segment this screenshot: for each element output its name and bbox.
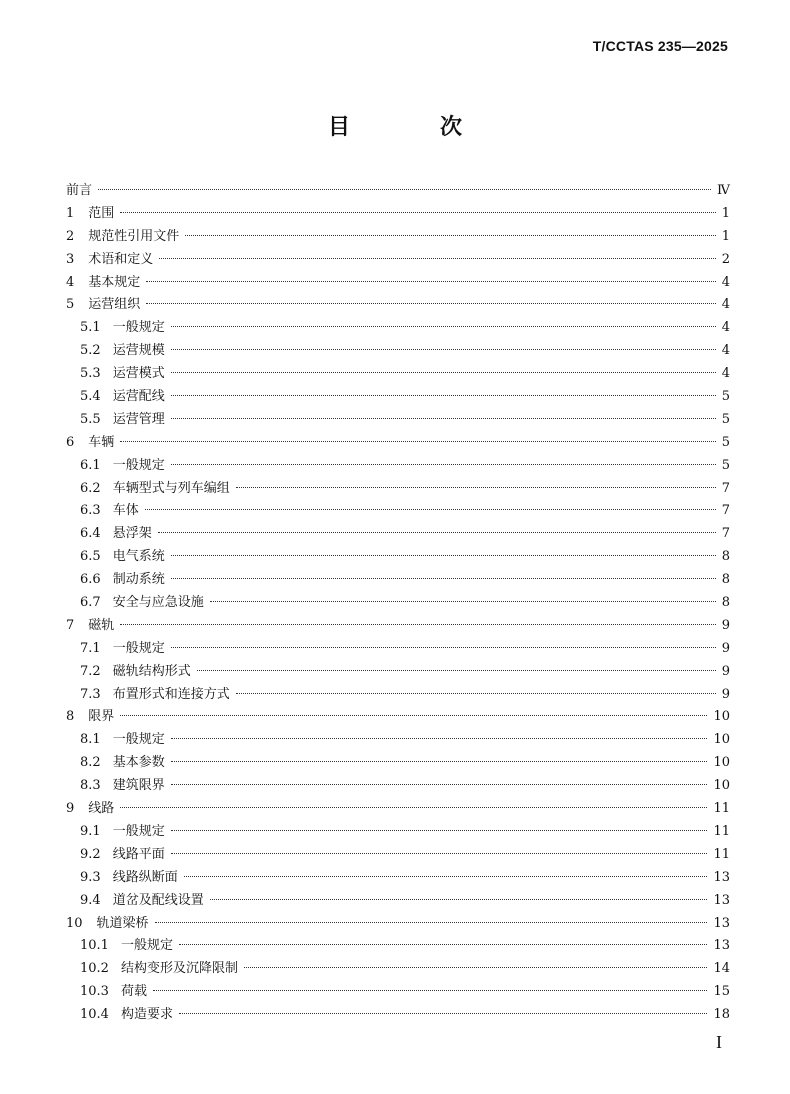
toc-entry-page: 13 [713,938,730,954]
toc-entry-title: 术语和定义 [88,251,154,267]
toc-entry-page: 15 [713,984,730,1000]
toc-entry[interactable] [66,363,730,386]
toc-entry-page: 4 [721,297,730,313]
toc-entry-title: 构造要求 [120,1007,173,1023]
toc-entry-number: 5.2 [80,343,101,359]
toc-entry-page: 11 [713,801,730,817]
toc-entry-title: 一般规定 [112,457,165,473]
toc-leader-dots [185,235,715,236]
toc-entry[interactable] [66,546,730,569]
toc-entry-number: 9.4 [80,892,101,908]
toc-entry[interactable] [66,409,730,432]
toc-entry-title: 车辆型式与列车编组 [112,480,230,496]
toc-entry-page: 8 [721,595,730,611]
toc-entry-title: 车体 [112,503,139,519]
toc-entry-page: 9 [721,686,730,702]
toc-entry-title: 车辆 [88,434,115,450]
toc-entry[interactable] [66,775,730,798]
toc-leader-dots [171,578,716,579]
toc-leader-dots [120,624,715,625]
toc-leader-dots [236,487,716,488]
toc-entry-page: 7 [721,526,730,542]
toc-leader-dots [120,441,715,442]
toc-entry-number: 1 [66,205,75,221]
toc-entry[interactable] [66,844,730,867]
toc-entry-title: 运营配线 [112,389,165,405]
toc-leader-dots [146,303,715,304]
page-number: I [716,1032,722,1052]
toc-entry-page: 9 [721,617,730,633]
toc-leader-dots [120,715,707,716]
toc-entry-page: 13 [713,869,730,885]
document-code: T/CCTAS 235—2025 [592,38,728,54]
toc-entry-number: 9 [66,801,75,817]
toc-entry-title: 运营管理 [112,411,165,427]
toc-leader-dots [171,555,716,556]
toc-entry-title: 电气系统 [112,549,165,565]
toc-entry-number: 10.2 [80,961,109,977]
toc-entry-title: 一般规定 [112,640,165,656]
toc-entry-number: 7.3 [80,686,101,702]
toc-entry-title: 线路 [88,801,115,817]
toc-entry-page: 18 [713,1007,730,1023]
toc-leader-dots [120,807,707,808]
toc-leader-dots [244,967,707,968]
toc-entry[interactable] [66,867,730,890]
toc-entry-title: 基本规定 [88,274,141,290]
toc-leader-dots [171,326,716,327]
toc-entry-title: 运营模式 [112,366,165,382]
toc-entry-title: 磁轨 [88,617,115,633]
toc-leader-dots [171,761,708,762]
toc-entry-page: 9 [721,640,730,656]
toc-leader-dots [145,509,716,510]
toc-entry-title: 限界 [88,709,115,725]
toc-entry[interactable] [66,615,730,638]
toc-leader-dots [210,601,716,602]
toc-entry[interactable] [66,706,730,729]
toc-entry-page: 10 [713,778,730,794]
toc-entry-title: 线路平面 [112,846,165,862]
toc-leader-dots [146,281,715,282]
toc-entry-title: 前言 [66,183,93,198]
toc-entry-title: 制动系统 [112,572,165,588]
toc-leader-dots [120,212,715,213]
toc-entry-number: 9.3 [80,869,101,885]
toc-entry-title: 悬浮架 [112,526,152,542]
toc-leader-dots [197,670,716,671]
toc-entry[interactable] [66,500,730,523]
toc-leader-dots [153,990,707,991]
toc-title: 目 次 [327,114,496,140]
toc-entry-page: 10 [713,755,730,771]
toc-entry-number: 8.3 [80,778,101,794]
toc-entry-number: 7 [66,617,75,633]
toc-entry-title: 基本参数 [112,755,165,771]
toc-entry-page: 4 [721,343,730,359]
toc-entry-title: 一般规定 [112,732,165,748]
toc-leader-dots [179,944,707,945]
toc-entry-number: 9.2 [80,846,101,862]
toc-entry-number: 6.5 [80,549,101,565]
toc-entry-number: 5.1 [80,320,101,336]
toc-entry-page: 13 [713,915,730,931]
toc-entry[interactable] [66,180,730,203]
toc-entry-title: 一般规定 [120,938,173,954]
toc-entry-number: 5.4 [80,389,101,405]
toc-entry-number: 5.5 [80,411,101,427]
toc-leader-dots [184,876,708,877]
toc-leader-dots [171,418,716,419]
toc-entry-page: 4 [721,274,730,290]
toc-entry-title: 荷载 [120,984,147,1000]
toc-entry-number: 8.2 [80,755,101,771]
toc-entry-number: 10.1 [80,938,109,954]
toc-entry-number: 6.1 [80,457,101,473]
toc-leader-dots [171,853,708,854]
toc-entry[interactable] [66,226,730,249]
toc-entry-title: 道岔及配线设置 [112,892,204,908]
toc-entry-title: 运营规模 [112,343,165,359]
toc-entry[interactable] [66,958,730,981]
toc-entry-number: 6.4 [80,526,101,542]
toc-entry-page: 13 [713,892,730,908]
toc-entry[interactable] [66,203,730,226]
toc-entry-page: 5 [721,434,730,450]
toc-leader-dots [210,899,708,900]
toc-entry-page: Ⅳ [717,183,730,198]
toc-entry-title: 安全与应急设施 [112,595,204,611]
toc-entry-title: 布置形式和连接方式 [112,686,230,702]
toc-entry-title: 结构变形及沉降限制 [120,961,238,977]
toc-entry[interactable] [66,661,730,684]
toc-entry[interactable] [66,455,730,478]
toc-entry-page: 4 [721,320,730,336]
toc-entry[interactable] [66,913,730,936]
toc-entry[interactable] [66,729,730,752]
toc-entry-number: 5 [66,297,75,313]
toc-leader-dots [171,738,708,739]
toc-entry-number: 9.1 [80,823,101,839]
toc-entry[interactable] [66,981,730,1004]
toc-entry-number: 8 [66,709,75,725]
toc-entry-title: 范围 [88,205,115,221]
toc-entry-number: 6.2 [80,480,101,496]
toc-entry[interactable] [66,569,730,592]
toc-leader-dots [155,922,708,923]
toc-entry[interactable] [66,935,730,958]
toc-entry[interactable] [66,340,730,363]
toc-entry[interactable] [66,752,730,775]
toc-entry[interactable] [66,478,730,501]
toc-leader-dots [236,693,716,694]
toc-leader-dots [171,464,716,465]
toc-entry-title: 建筑限界 [112,778,165,794]
toc-entry-number: 5.3 [80,366,101,382]
toc-entry[interactable] [66,432,730,455]
toc-leader-dots [171,372,716,373]
toc-entry-page: 4 [721,366,730,382]
toc-entry[interactable] [66,798,730,821]
toc-entry-page: 8 [721,549,730,565]
toc-entry-number: 7.1 [80,640,101,656]
toc-entry-page: 9 [721,663,730,679]
toc-entry-title: 磁轨结构形式 [112,663,191,679]
toc-entry[interactable] [66,1004,730,1027]
toc-leader-dots [171,830,708,831]
toc-entry-page: 11 [713,846,730,862]
toc-leader-dots [171,784,708,785]
toc-entry-title: 轨道梁桥 [96,915,149,931]
toc-entry-title: 线路纵断面 [112,869,178,885]
toc-entry-page: 1 [721,205,730,221]
toc-entry-number: 10.4 [80,1007,109,1023]
toc-entry-title: 一般规定 [112,823,165,839]
toc-entry-number: 6.7 [80,595,101,611]
toc-leader-dots [171,647,716,648]
toc-entry-page: 10 [713,709,730,725]
toc-entry-page: 11 [713,823,730,839]
toc-entry[interactable] [66,272,730,295]
toc-entry-number: 7.2 [80,663,101,679]
toc-leader-dots [98,189,711,190]
toc-entry-page: 5 [721,411,730,427]
toc-leader-dots [158,532,716,533]
toc-entry[interactable] [66,592,730,615]
toc-entry[interactable] [66,821,730,844]
toc-leader-dots [171,349,716,350]
toc-entry-number: 3 [66,251,75,267]
toc-entry[interactable] [66,249,730,272]
toc-entry-page: 14 [713,961,730,977]
toc-entry-page: 10 [713,732,730,748]
toc-entry-number: 4 [66,274,75,290]
toc-entry-page: 2 [721,251,730,267]
table-of-contents [66,180,730,1027]
toc-entry-title: 规范性引用文件 [88,228,180,244]
toc-entry-number: 10 [66,915,83,931]
toc-entry[interactable] [66,317,730,340]
toc-entry-number: 8.1 [80,732,101,748]
toc-leader-dots [171,395,716,396]
toc-entry-page: 7 [721,480,730,496]
toc-entry-page: 7 [721,503,730,519]
toc-entry[interactable] [66,294,730,317]
toc-entry[interactable] [66,638,730,661]
toc-entry[interactable] [66,684,730,707]
toc-entry-number: 10.3 [80,984,109,1000]
toc-leader-dots [159,258,715,259]
toc-entry-page: 8 [721,572,730,588]
toc-entry-page: 5 [721,389,730,405]
toc-entry-number: 6.3 [80,503,101,519]
toc-entry-title: 运营组织 [88,297,141,313]
toc-entry-number: 6 [66,434,75,450]
toc-entry-number: 2 [66,228,75,244]
toc-entry-page: 5 [721,457,730,473]
toc-entry[interactable] [66,890,730,913]
toc-entry-number: 6.6 [80,572,101,588]
toc-leader-dots [179,1013,707,1014]
toc-entry[interactable] [66,523,730,546]
toc-entry[interactable] [66,386,730,409]
toc-entry-title: 一般规定 [112,320,165,336]
toc-entry-page: 1 [721,228,730,244]
